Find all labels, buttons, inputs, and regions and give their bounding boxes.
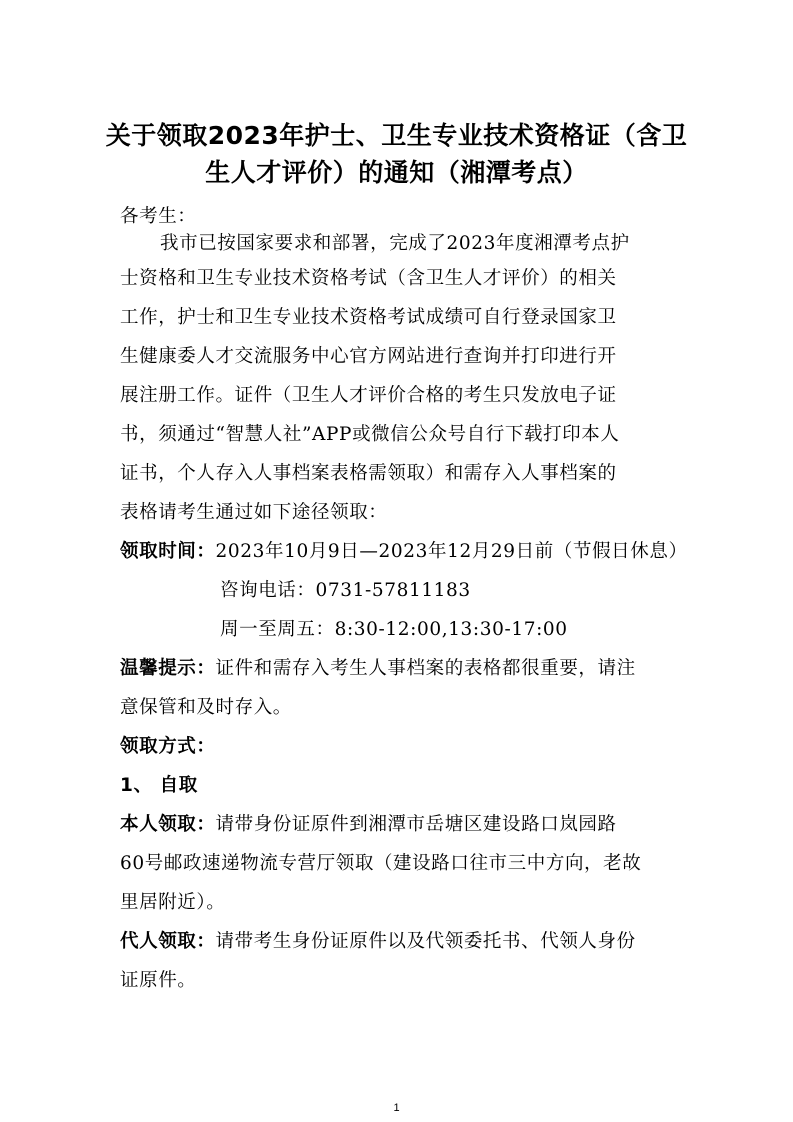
- pickup-time-label: 领取时间：: [120, 541, 216, 562]
- office-hours: 周一至周五：8:30-12:00,13:30-17:00: [220, 619, 568, 640]
- self-pickup-row: [120, 810, 617, 840]
- proxy-pickup-label: 代人领取：: [120, 931, 216, 952]
- page-number: 1: [393, 1102, 400, 1114]
- intro-line: 展注册工作。证件（卫生人才评价合格的考生只发放电子证: [120, 385, 617, 406]
- intro-line: 书，须通过“智慧人社”APP或微信公众号自行下载打印本人: [120, 424, 620, 445]
- intro-line: 工作，护士和卫生专业技术资格考试成绩可自行登录国家卫: [120, 307, 617, 328]
- pickup-time-row: [120, 537, 688, 567]
- self-pickup-text-continued: 60号邮政速递物流专营厅领取（建设路口往市三中方向，老故: [120, 853, 642, 874]
- pickup-time-value: 2023年10月9日—2023年12月29日前（节假日休息）: [215, 541, 688, 562]
- consult-phone: 咨询电话：0731-57811183: [220, 580, 471, 601]
- reminder-text-continued: 意保管和及时存入。: [120, 697, 292, 718]
- method-heading: 领取方式：: [120, 736, 216, 757]
- proxy-pickup-text: 请带考生身份证原件以及代领委托书、代领人身份: [215, 931, 636, 952]
- self-pickup-text: 请带身份证原件到湘潭市岳塘区建设路口岚园路: [215, 814, 617, 835]
- document-title-line-2: 生人才评价）的通知（湘潭考点）: [205, 158, 588, 187]
- intro-line: 士资格和卫生专业技术资格考试（含卫生人才评价）的相关: [120, 268, 617, 289]
- proxy-pickup-text-continued: 证原件。: [120, 970, 197, 991]
- intro-line: 证书，个人存入人事档案表格需领取）和需存入人事档案的: [120, 463, 617, 484]
- intro-line: 表格请考生通过如下途径领取：: [120, 502, 388, 523]
- document-title-line-1: 关于领取2023年护士、卫生专业技术资格证（含卫: [105, 121, 688, 150]
- salutation: 各考生：: [120, 206, 197, 227]
- self-pickup-text-continued: 里居附近）。: [120, 892, 226, 913]
- self-pickup-label: 本人领取：: [120, 814, 216, 835]
- reminder-text: 证件和需存入考生人事档案的表格都很重要，请注: [215, 658, 636, 679]
- proxy-pickup-row: [120, 927, 636, 957]
- intro-line: 生健康委人才交流服务中心官方网站进行查询并打印进行开: [120, 346, 617, 367]
- reminder-row: [120, 654, 636, 684]
- intro-line: 我市已按国家要求和部署，完成了2023年度湘潭考点护: [160, 233, 630, 254]
- method-item-self: 1、 自取: [120, 775, 198, 796]
- reminder-label: 温馨提示：: [120, 658, 216, 679]
